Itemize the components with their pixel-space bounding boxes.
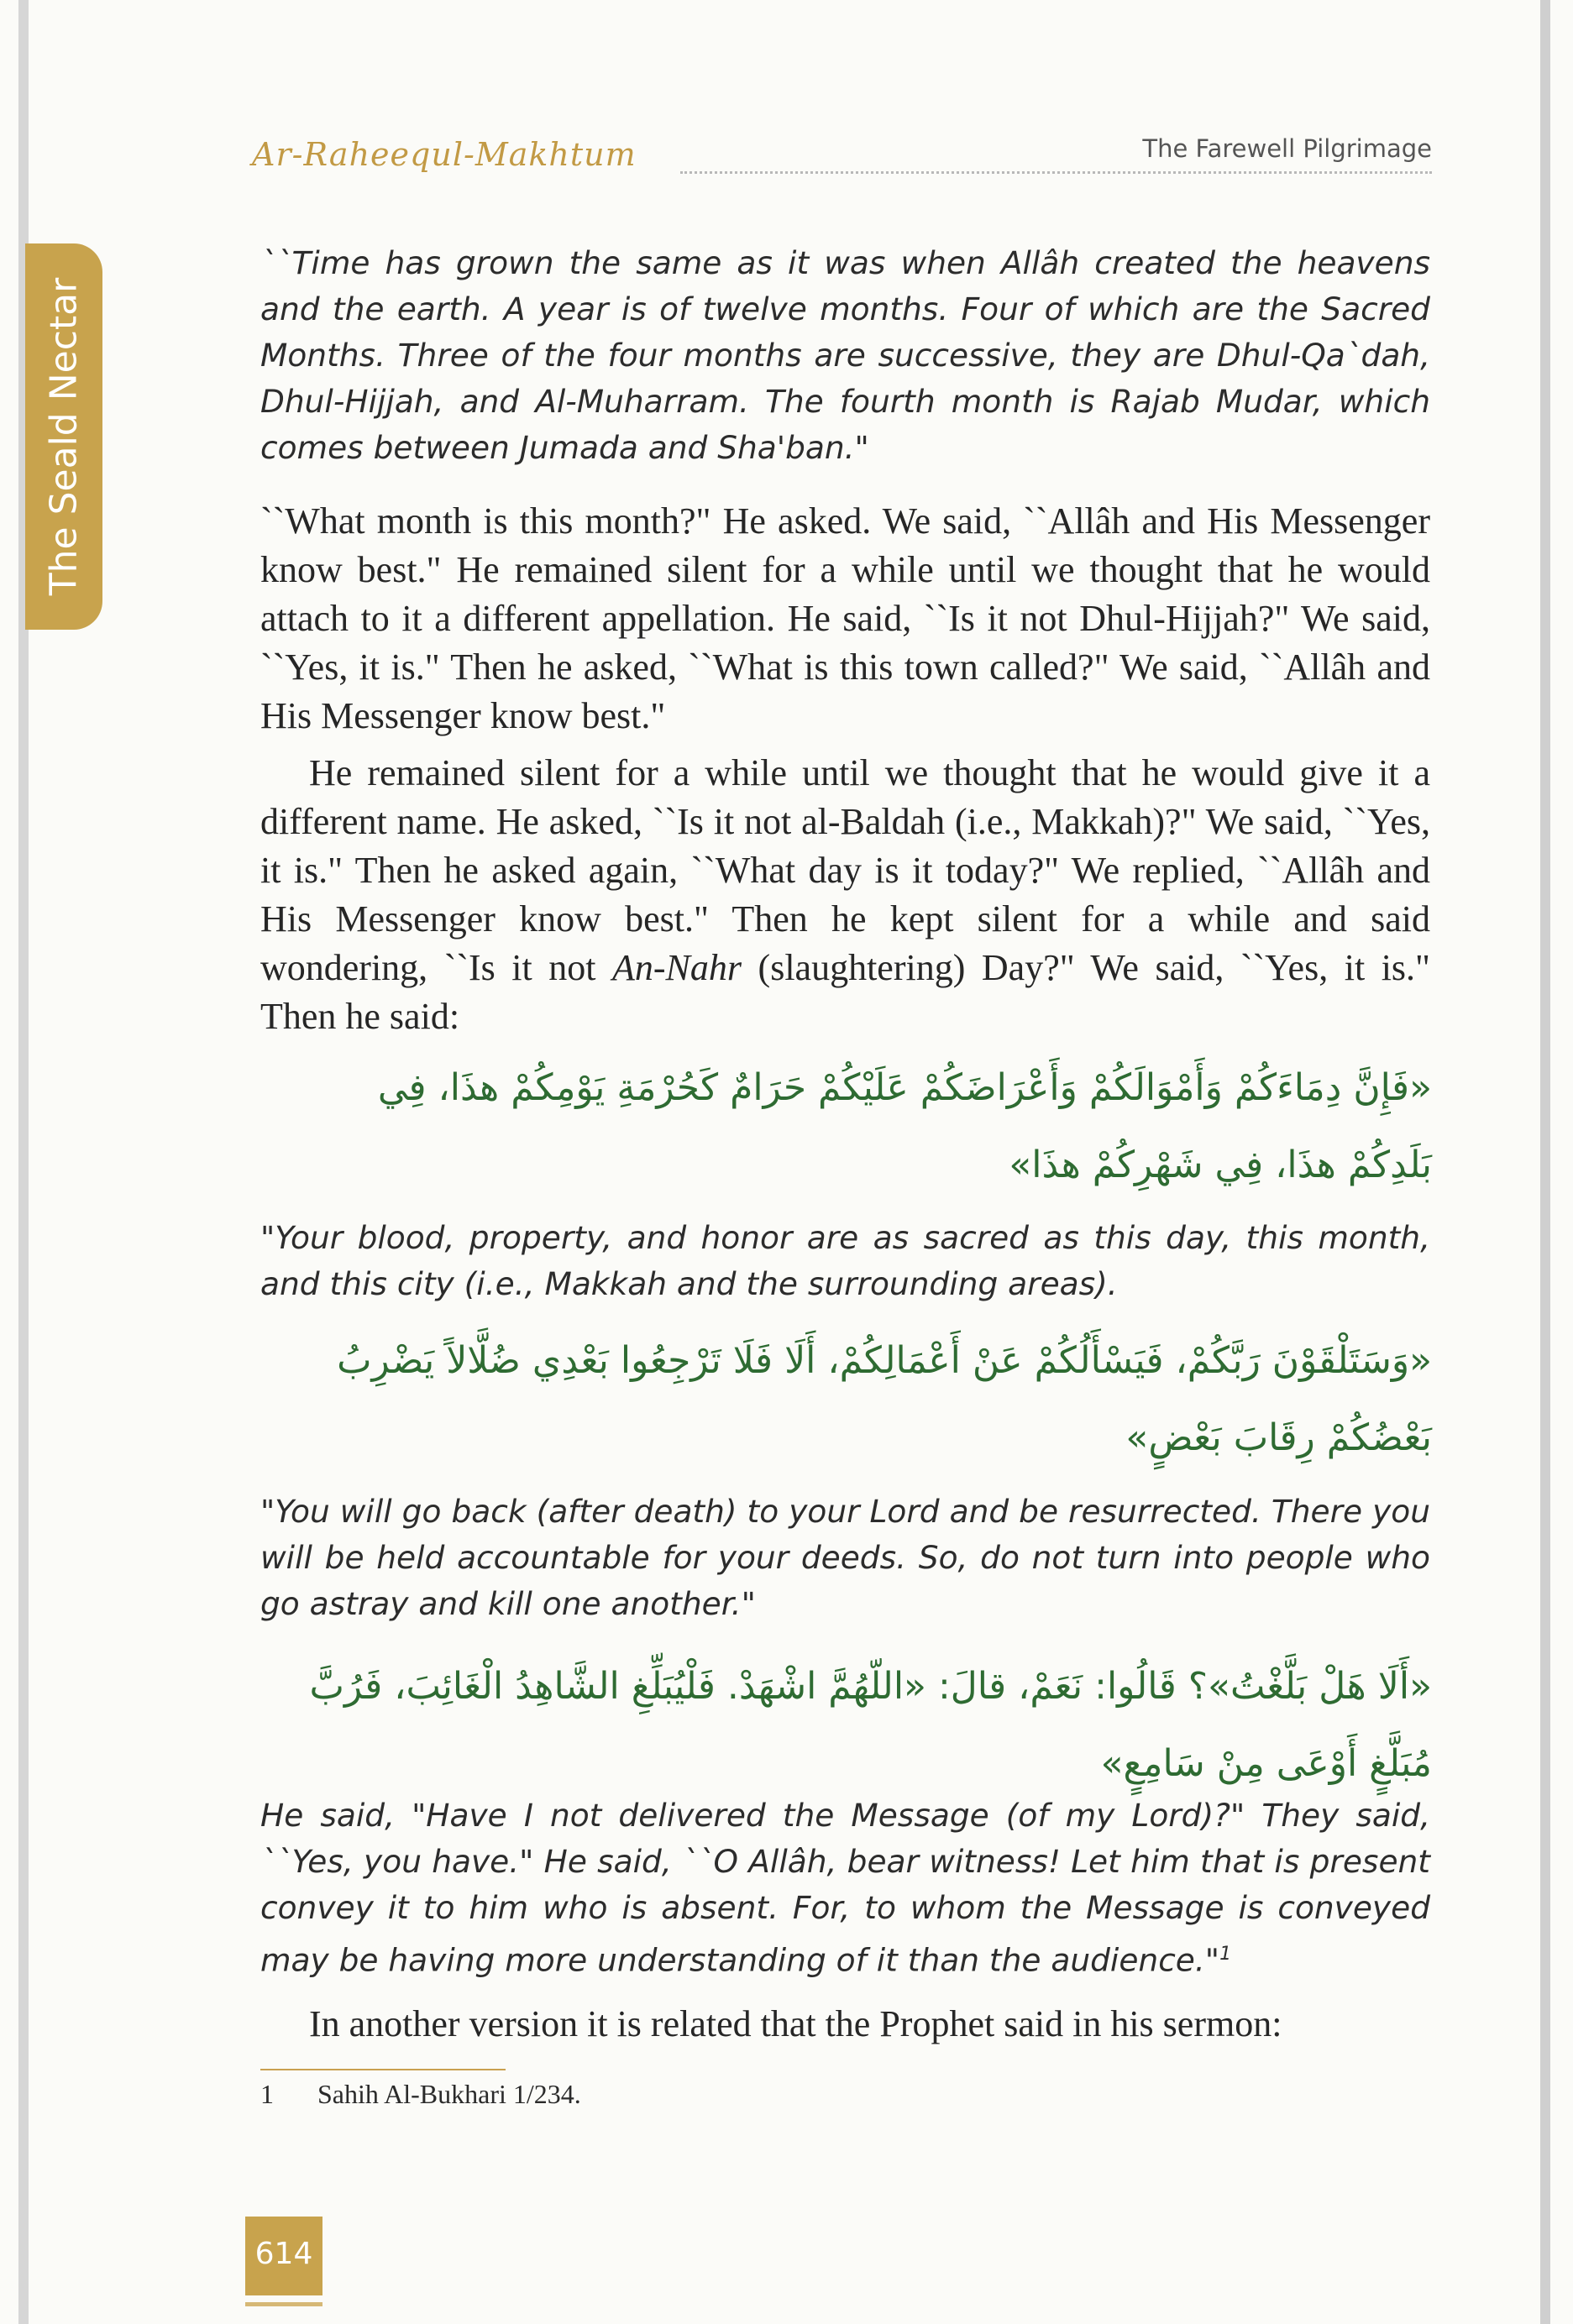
right-page-edge <box>1540 0 1550 2324</box>
paragraph-4: In another version it is related that the Prophet said in his sermon: <box>309 2003 1282 2044</box>
paragraph-3-part-a: He remained silent for a while until we thought that he would give it a different name. He asked, ``Is it not al-Baldah (i.e., Makkah)?" We said, ``Yes, it is." Then he asked again, ``What day is it today?" We replied, ``Allâh and His Messenger know best." Then he kept silent for a while and said wondering, ``Is it not <box>260 752 1430 988</box>
paragraph-3 <box>260 749 1430 1041</box>
page-number-underline <box>245 2302 322 2306</box>
translation-3 <box>260 1793 1430 1984</box>
translation-1: "Your blood, property, and honor are as sacred as this day, this month, and this city (i.e., Makkah and the surrounding areas). <box>260 1219 1430 1302</box>
arabic-hadith-3: «أَلَا هَلْ بَلَّغْتُ»؟ قَالُوا: نَعَمْ، قالَ: «اللّهُمَّ اشْهَدْ. فَلْيُبَلِّغِ الشَّاهِدُ الْغَائِبَ، فَرُبَّ مُبَلَّغٍ أَوْعَى مِنْ سَامِعٍ» <box>309 1665 1432 1785</box>
page-number: 614 <box>254 2237 313 2271</box>
chapter-title: The Farewell Pilgrimage <box>1142 134 1432 163</box>
footnote-text: Sahih Al-Bukhari 1/234. <box>317 2079 581 2109</box>
footnote-reference[interactable]: 1 <box>1219 1944 1232 1965</box>
page-number-badge <box>245 2217 322 2295</box>
arabic-hadith-2: «وَسَتَلْقَوْنَ رَبَّكُمْ، فَيَسْأَلُكُمْ عَنْ أَعْمَالِكُمْ، أَلَا فَلَا تَرْجِعُوا بَعْدِي ضُلَّالاً يَضْرِبُ بَعْضُكُمْ رِقَابَ بَعْضٍ» <box>337 1339 1432 1459</box>
an-nahr-term: An-Nahr <box>612 947 742 988</box>
header-dotted-rule <box>680 171 1432 174</box>
translation-3-text: He said, "Have I not delivered the Message (of my Lord)?" They said, ``Yes, you have." He said, ``O Allâh, bear witness! Let him that is present convey it to him who is absent. For, to whom the Message is conveyed may be having more understanding of it than the audience." <box>260 1797 1430 1979</box>
footnote-number: 1 <box>260 2079 274 2109</box>
running-header <box>252 124 1432 183</box>
paragraph-2: ``What month is this month?" He asked. We said, ``Allâh and His Messenger know best." He remained silent for a while until we thought that he would attach to it a different appellation. He said, ``Is it not Dhul-Hijjah?" We said, ``Yes, it is." Then he asked, ``What is this town called?" We said, ``Allâh and His Messenger know best." <box>260 500 1430 736</box>
paragraph-3-part-b: (slaughtering) Day?" We said, ``Yes, it is." Then he said: <box>260 947 1431 1037</box>
translation-2: "You will go back (after death) to your Lord and be resurrected. There you will be held accountable for your deeds. So, do not turn into people who go astray and kill one another." <box>260 1493 1430 1622</box>
footnote-divider <box>260 2069 506 2070</box>
arabic-hadith-1: «فَإِنَّ دِمَاءَكُمْ وَأَمْوَالَكُمْ وَأَعْرَاضَكُمْ عَلَيْكُمْ حَرَامٌ كَحُرْمَةِ يَوْمِكُمْ هذَا، فِي بَلَدِكُمْ هذَا، فِي شَهْرِكُمْ هذَا» <box>377 1066 1432 1186</box>
footnote <box>260 2079 932 2110</box>
side-tab-label: The Seald Nectar <box>42 277 86 596</box>
quote-paragraph-1: ``Time has grown the same as it was when Allâh created the heavens and the earth. A year is of twelve months. Four of which are the Sacred Months. Three of the four months are successive, they are Dhul-Qa`dah, Dhul-Hijjah, and Al-Muharram. The fourth month is Rajab Mudar, which comes between Jumada and Sha'ban." <box>260 244 1430 466</box>
book-title: Ar-Raheequl-Makhtum <box>252 136 637 173</box>
